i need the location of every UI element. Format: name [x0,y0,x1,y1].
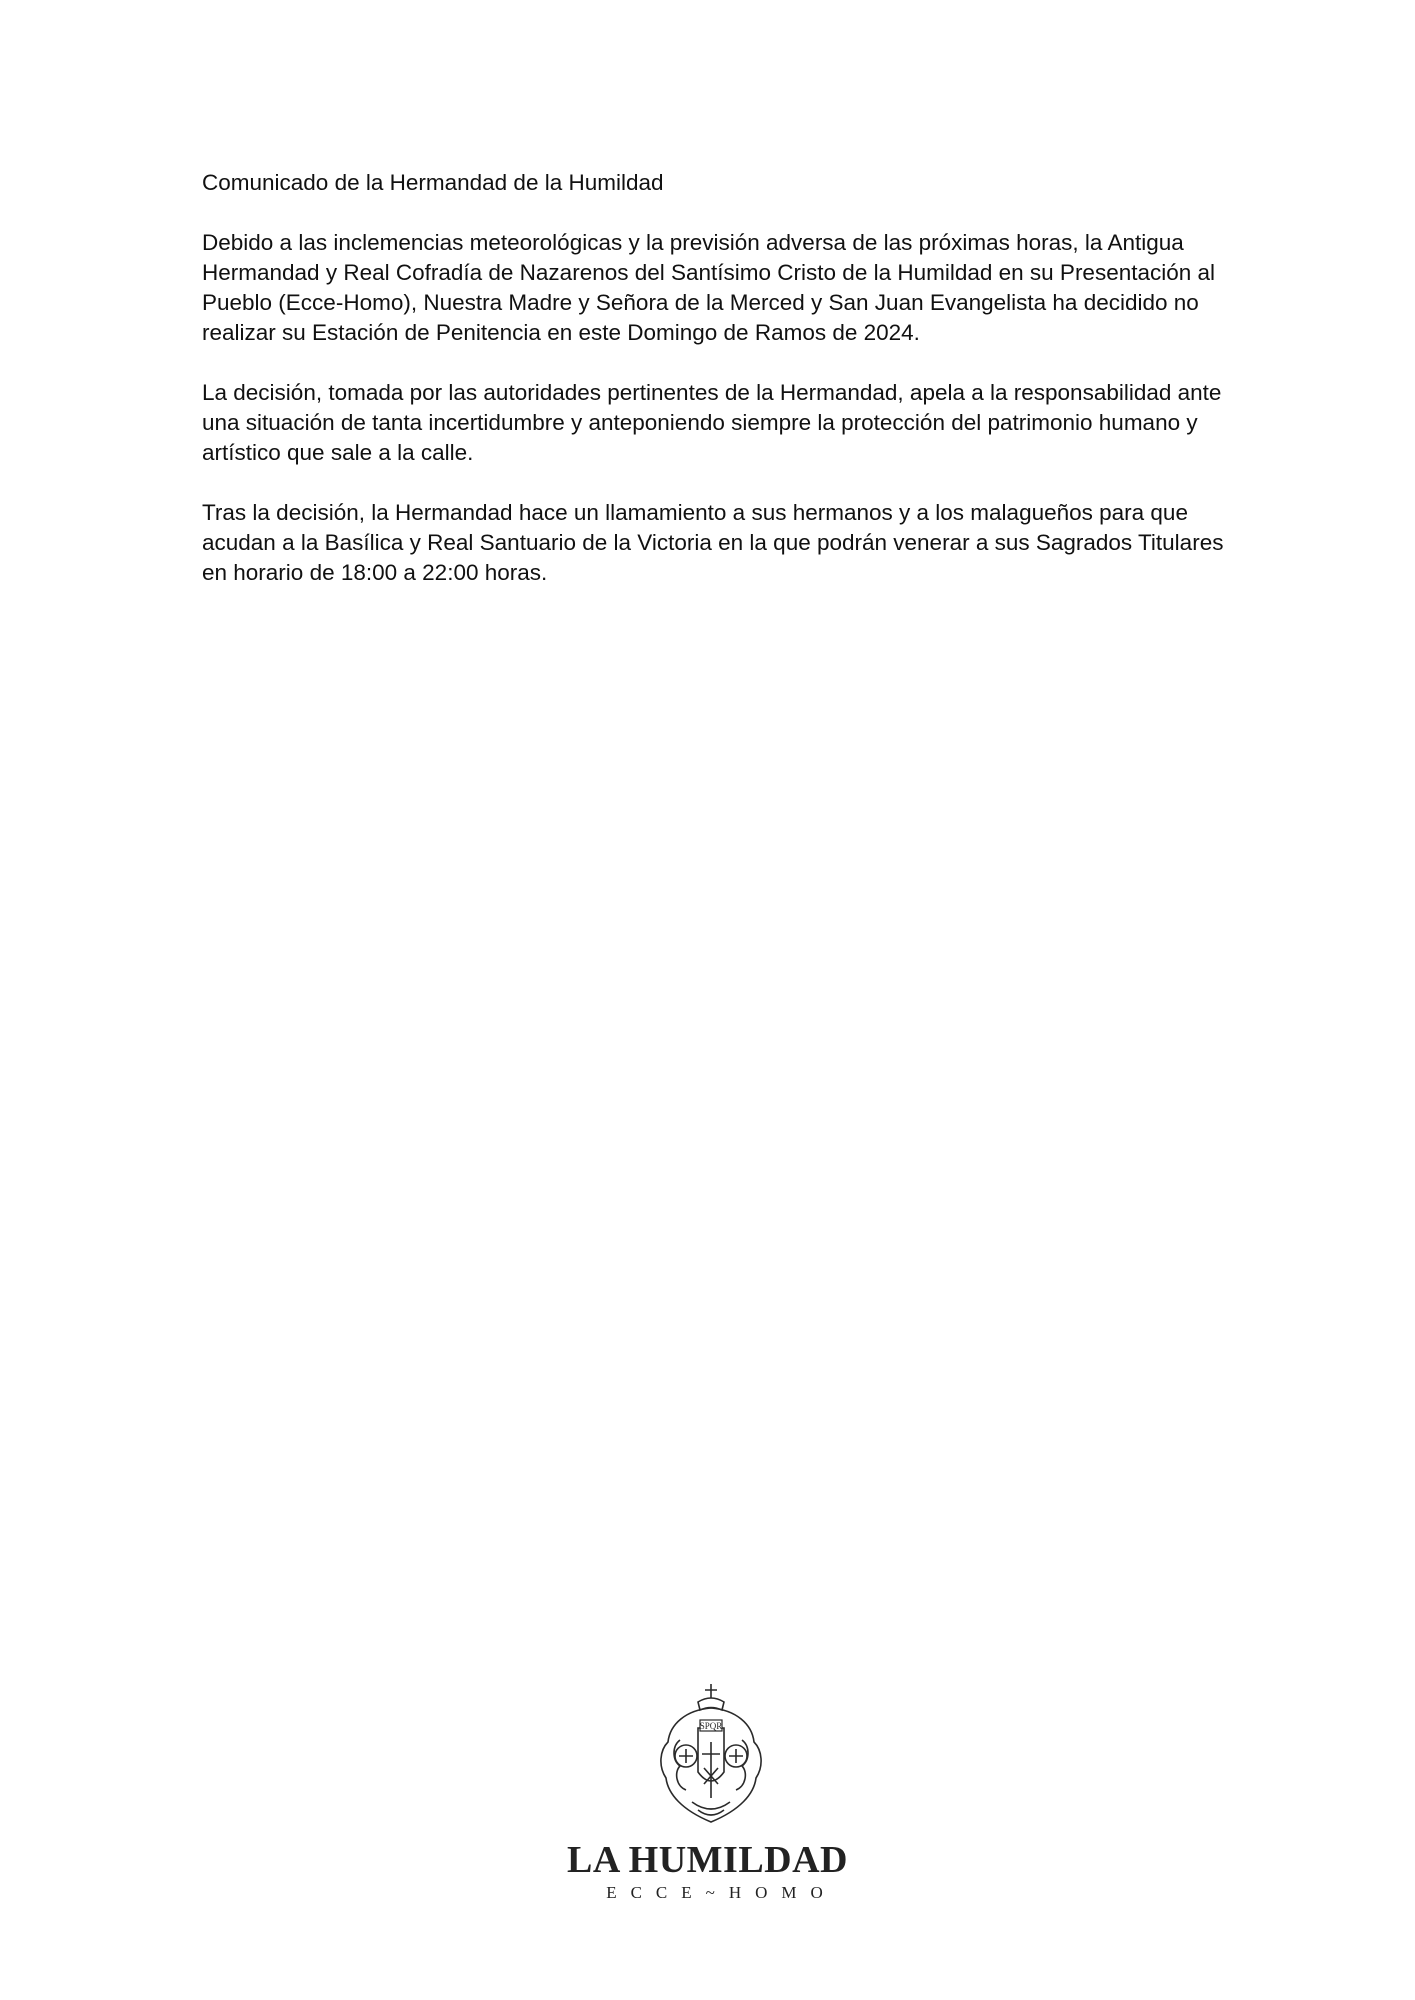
coat-of-arms-icon [646,1680,776,1830]
paragraph-3: Tras la decisión, la Hermandad hace un llamamiento a sus hermanos y a los malagueños para que acudan a la Basílica y Real Santuario de la Victoria en la que podrán venerar a sus Sagrados Titulares en horario de 18:00 a 22:00 horas. [202,500,1224,585]
emblem-label: SPQR [699,1721,723,1731]
paragraph-1: Debido a las inclemencias meteorológicas y la previsión adversa de las próximas horas, la Antigua Hermandad y Real Cofradía de Nazarenos del Santísimo Cristo de la Humildad en su Presentación al Pueblo (Ecce-Homo), Nuestra Madre y Señora de la Merced y San Juan Evangelista ha decidido no realizar su Estación de Penitencia en este Domingo de Ramos de 2024. [202,230,1216,345]
document-title: Comunicado de la Hermandad de la Humildad [202,170,664,195]
paragraph-2: La decisión, tomada por las autoridades pertinentes de la Hermandad, apela a la responsabilidad ante una situación de tanta incertidumbre y anteponiendo siempre la protección del patrimonio humano y artístico que sale a la calle. [202,380,1222,465]
brand-subtitle: ECCE~HOMO [606,1883,837,1902]
brand-name: LA HUMILDAD [566,1839,849,1881]
document-body [202,168,1232,618]
